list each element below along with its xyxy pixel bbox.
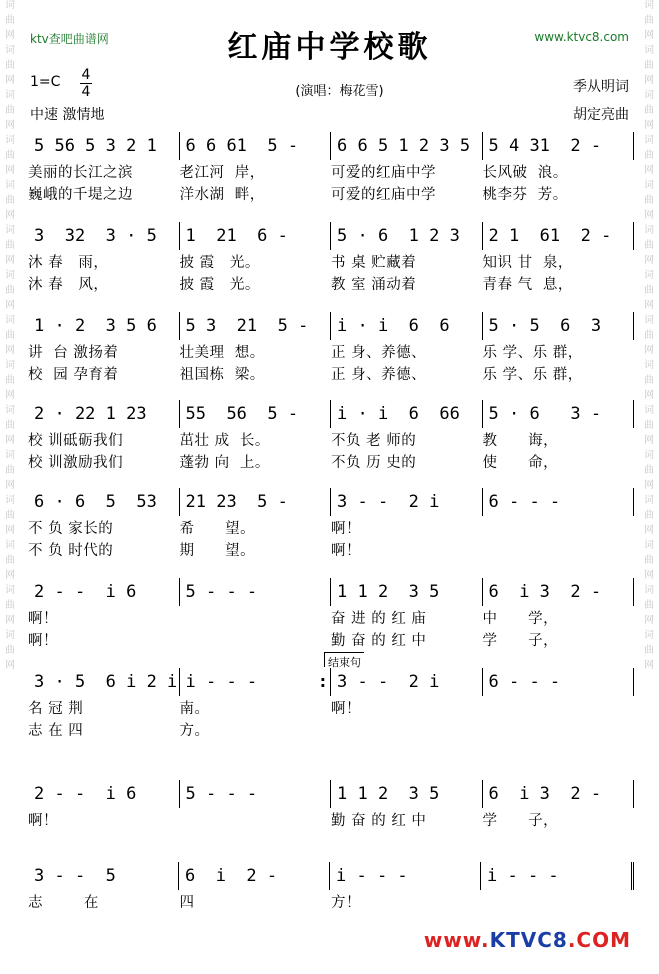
lyric-cell: 希 望。 [179, 520, 256, 537]
lyric-cell: 乐 学、乐 群， [482, 366, 583, 383]
lyric-cell: 期 望。 [179, 542, 256, 559]
notes-row [28, 578, 634, 606]
lyric-cell: 老江河 岸， [179, 164, 265, 181]
watermark-char: 词 [644, 225, 654, 236]
lyric-cell: 中 学， [482, 610, 559, 627]
lyric-cell: 不负 老 师的 [331, 432, 417, 449]
measure: i · i 6 66 [331, 400, 483, 428]
watermark-char: 词 [644, 90, 654, 101]
watermark-char: 网 [5, 525, 15, 536]
lyric-cell: 正 身、养德、 [331, 366, 427, 383]
watermark-char: 词 [644, 270, 654, 281]
watermark-char: 网 [5, 255, 15, 266]
lyric-row [28, 182, 634, 204]
lyric-row [28, 428, 634, 450]
composer-credit: 胡定亮曲 [573, 107, 629, 123]
watermark-char: 词 [644, 360, 654, 371]
watermark-char: 网 [644, 390, 654, 401]
lyric-cell: 学 子， [482, 812, 559, 829]
watermark-char: 词 [5, 180, 15, 191]
lyric-cell: 使 命， [482, 454, 559, 471]
lyric-cell: 讲 台 激扬着 [28, 344, 119, 361]
notes-row [28, 780, 634, 808]
watermark-char: 网 [5, 210, 15, 221]
score-system [28, 862, 634, 912]
score-system [28, 312, 634, 384]
watermark-char: 网 [644, 165, 654, 176]
watermark-char: 词 [5, 450, 15, 461]
lyric-cell: 青春 气 息， [482, 276, 573, 293]
lyric-cell: 校 训激励我们 [28, 454, 124, 471]
watermark-char: 网 [5, 120, 15, 131]
watermark-char: 网 [644, 75, 654, 86]
watermark-char: 词 [5, 405, 15, 416]
lyric-cell: 巍峨的千堤之边 [28, 186, 133, 203]
watermark-char: 网 [5, 75, 15, 86]
watermark-char: 网 [644, 435, 654, 446]
lyric-cell: 方！ [331, 894, 361, 911]
watermark-char: 词 [5, 270, 15, 281]
song-title: 红庙中学校歌 [227, 30, 432, 65]
lyric-cell: 美丽的长江之滨 [28, 164, 133, 181]
lyric-cell: 不 负 时代的 [28, 542, 114, 559]
lyric-cell: 勤 奋 的 红 中 [331, 812, 427, 829]
lyric-cell: 桃李芬 芳。 [482, 186, 568, 203]
measure: 5 4 31 2 - [483, 132, 635, 160]
notes-row [28, 862, 634, 890]
measure: 5 - - - [180, 780, 332, 808]
lyric-cell: 校 园 孕育着 [28, 366, 119, 383]
lyric-cell: 奋 进 的 红 庙 [331, 610, 427, 627]
lyric-cell: 志 在 四 [28, 722, 84, 739]
score-system [28, 222, 634, 294]
lyric-cell: 祖国栋 梁。 [179, 366, 265, 383]
watermark-char: 曲 [5, 555, 15, 566]
watermark-char: 网 [644, 660, 654, 671]
notes-row [28, 668, 634, 696]
measure: 5 56 5 3 2 1 [28, 132, 180, 160]
measure: 3 - - 2 i [331, 488, 483, 516]
ending-label: 结束句 [324, 652, 364, 667]
watermark-char: 词 [5, 495, 15, 506]
watermark-char: 词 [644, 180, 654, 191]
score-system [28, 578, 634, 650]
measure: 6 · 6 5 53 [28, 488, 180, 516]
lyric-row [28, 160, 634, 182]
measure: i - - - [481, 862, 634, 890]
score-system [28, 488, 634, 560]
lyric-cell: 披 霞 光。 [179, 276, 260, 293]
measure: 21 23 5 - [180, 488, 332, 516]
lyric-cell: 壮美理 想。 [179, 344, 265, 361]
watermark-char: 网 [644, 570, 654, 581]
measure: 2 1 61 2 - [483, 222, 635, 250]
lyric-cell: 知识 甘 泉， [482, 254, 573, 271]
time-sig-bottom: 4 [81, 84, 91, 100]
watermark-char: 词 [644, 495, 654, 506]
watermark-char: 曲 [5, 285, 15, 296]
lyric-cell: 四 [179, 894, 195, 911]
watermark-char: 曲 [644, 555, 654, 566]
measure: 2 - - i 6 [28, 780, 180, 808]
score-system [28, 780, 634, 830]
lyric-row [28, 808, 634, 830]
lyric-cell: 志 在 [28, 894, 99, 911]
key-signature: 1=C [30, 74, 61, 90]
measure: 1 1 2 3 5 [331, 780, 483, 808]
watermark-char: 曲 [644, 645, 654, 656]
site-url-right[interactable]: www.ktvc8.com [534, 30, 629, 44]
score-system [28, 132, 634, 204]
measure: 1 21 6 - [180, 222, 332, 250]
watermark-char: 曲 [5, 465, 15, 476]
lyric-row [28, 272, 634, 294]
watermark-char: 曲 [5, 600, 15, 611]
watermark-char: 词 [5, 540, 15, 551]
measure: 6 i 3 2 - [483, 780, 635, 808]
watermark-char: 网 [644, 300, 654, 311]
watermark-char: 词 [5, 225, 15, 236]
measure: 6 i 2 - [179, 862, 330, 890]
watermark-char: 词 [644, 630, 654, 641]
measure: 6 6 5 1 2 3 5 [331, 132, 483, 160]
notes-row [28, 400, 634, 428]
lyric-cell: 勤 奋 的 红 中 [331, 632, 427, 649]
watermark-char: 网 [5, 165, 15, 176]
lyric-cell: 教 室 涌动着 [331, 276, 417, 293]
lyric-cell: 洋水湖 畔， [179, 186, 265, 203]
watermark-char: 曲 [5, 645, 15, 656]
measure: i · i 6 6 [331, 312, 483, 340]
measure: 2 - - i 6 [28, 578, 180, 606]
watermark-left [2, 0, 18, 974]
watermark-char: 曲 [5, 240, 15, 251]
watermark-char: 网 [644, 30, 654, 41]
watermark-char: 词 [644, 0, 654, 11]
lyric-row [28, 450, 634, 472]
measure: 2 · 22 1 23 [28, 400, 180, 428]
watermark-right [641, 0, 657, 974]
measure: 5 3 21 5 - [180, 312, 332, 340]
watermark-char: 曲 [5, 60, 15, 71]
lyric-cell: 啊！ [331, 700, 361, 717]
measure: 1 · 2 3 5 6 [28, 312, 180, 340]
notes-row [28, 312, 634, 340]
measure: 3 32 3 · 5 [28, 222, 180, 250]
watermark-char: 网 [644, 615, 654, 626]
watermark-char: 网 [5, 345, 15, 356]
watermark-char: 词 [5, 90, 15, 101]
watermark-char: 词 [644, 315, 654, 326]
watermark-char: 网 [5, 660, 15, 671]
measure: 3 - - 2 i [331, 668, 483, 696]
measure: 1 1 2 3 5 [331, 578, 483, 606]
watermark-char: 词 [5, 0, 15, 11]
watermark-char: 曲 [5, 195, 15, 206]
watermark-char: 网 [644, 345, 654, 356]
lyric-cell: 啊！ [28, 610, 58, 627]
watermark-char: 网 [644, 210, 654, 221]
lyric-cell: 啊！ [28, 812, 58, 829]
watermark-char: 曲 [5, 105, 15, 116]
watermark-char: 词 [644, 135, 654, 146]
lyric-cell: 可爱的红庙中学 [331, 164, 436, 181]
measure: 5 · 6 3 - [483, 400, 635, 428]
notes-row [28, 132, 634, 160]
lyricist-credit: 季从明词 [573, 79, 629, 95]
measure: 6 6 61 5 - [180, 132, 332, 160]
watermark-char: 曲 [5, 510, 15, 521]
watermark-char: 词 [5, 360, 15, 371]
measure: 6 - - - [483, 668, 635, 696]
lyric-cell: 校 训砥砺我们 [28, 432, 124, 449]
watermark-char: 曲 [5, 375, 15, 386]
lyric-row [28, 340, 634, 362]
watermark-char: 曲 [644, 600, 654, 611]
watermark-char: 曲 [5, 150, 15, 161]
footer-logo[interactable] [424, 928, 631, 952]
lyric-row [28, 718, 634, 740]
performer-credit: (演唱：梅花雪) [295, 84, 384, 99]
watermark-char: 曲 [644, 375, 654, 386]
lyric-cell: 可爱的红庙中学 [331, 186, 436, 203]
lyric-cell: 蓬勃 向 上。 [179, 454, 270, 471]
time-sig-top: 4 [81, 67, 91, 83]
measure: 3 · 5 6 i 2 i [28, 668, 180, 696]
notes-row [28, 488, 634, 516]
watermark-char: 曲 [644, 60, 654, 71]
lyric-row [28, 250, 634, 272]
lyric-cell: 方。 [179, 722, 210, 739]
watermark-char: 曲 [644, 465, 654, 476]
lyric-cell: 名 冠 荆 [28, 700, 84, 717]
watermark-char: 网 [5, 390, 15, 401]
score-system [28, 400, 634, 472]
watermark-char: 曲 [644, 105, 654, 116]
watermark-char: 网 [5, 435, 15, 446]
footer-logo-brand: KTVC8 [489, 928, 568, 952]
lyric-row [28, 606, 634, 628]
watermark-char: 词 [644, 405, 654, 416]
lyric-cell: 教 诲， [482, 432, 559, 449]
lyric-cell: 书 桌 贮藏着 [331, 254, 417, 271]
watermark-char: 曲 [644, 15, 654, 26]
measure: 5 - - - [180, 578, 332, 606]
watermark-char: 网 [644, 525, 654, 536]
watermark-char: 曲 [5, 330, 15, 341]
watermark-char: 词 [5, 135, 15, 146]
lyric-row [28, 628, 634, 650]
watermark-char: 词 [644, 450, 654, 461]
measure: 55 56 5 - [180, 400, 332, 428]
watermark-char: 词 [644, 45, 654, 56]
watermark-char: 网 [5, 480, 15, 491]
measure: 5 · 5 6 3 [483, 312, 635, 340]
watermark-char: 网 [644, 480, 654, 491]
watermark-char: 网 [644, 120, 654, 131]
footer-logo-suffix: .COM [567, 928, 631, 952]
lyric-cell: 啊！ [331, 520, 361, 537]
watermark-char: 词 [644, 540, 654, 551]
watermark-char: 词 [5, 585, 15, 596]
lyric-cell: 长风破 浪。 [482, 164, 568, 181]
lyric-row [28, 538, 634, 560]
tempo-marking: 中速 激情地 [30, 107, 105, 123]
measure: i - - - : [180, 668, 332, 696]
site-name-left: ktv查吧曲谱网 [30, 32, 109, 46]
notes-row [28, 222, 634, 250]
measure: i - - - [330, 862, 481, 890]
watermark-char: 曲 [5, 15, 15, 26]
watermark-char: 网 [5, 570, 15, 581]
measure: 6 - - - [483, 488, 635, 516]
lyric-cell: 正 身、养德、 [331, 344, 427, 361]
lyric-cell: 学 子， [482, 632, 559, 649]
lyric-cell: 沐 春 雨， [28, 254, 109, 271]
lyric-row [28, 362, 634, 384]
watermark-char: 曲 [644, 195, 654, 206]
watermark-char: 网 [5, 300, 15, 311]
lyric-cell: 茁壮 成 长。 [179, 432, 270, 449]
watermark-char: 曲 [644, 510, 654, 521]
measure: 6 i 3 2 - [483, 578, 635, 606]
lyric-row [28, 516, 634, 538]
lyric-cell: 披 霞 光。 [179, 254, 260, 271]
watermark-char: 曲 [644, 240, 654, 251]
watermark-char: 曲 [644, 420, 654, 431]
watermark-char: 词 [644, 585, 654, 596]
measure: 5 · 6 1 2 3 [331, 222, 483, 250]
watermark-char: 曲 [644, 285, 654, 296]
lyric-cell: 乐 学、乐 群， [482, 344, 583, 361]
watermark-char: 网 [644, 255, 654, 266]
measure: 3 - - 5 [28, 862, 179, 890]
score-system [28, 656, 634, 740]
lyric-cell: 不 负 家长的 [28, 520, 114, 537]
lyric-cell: 沐 春 风， [28, 276, 109, 293]
lyric-row [28, 696, 634, 718]
lyric-row [28, 890, 634, 912]
lyric-cell: 啊！ [28, 632, 58, 649]
watermark-char: 网 [5, 30, 15, 41]
watermark-char: 曲 [644, 150, 654, 161]
footer-logo-prefix: www. [423, 928, 490, 952]
watermark-char: 曲 [644, 330, 654, 341]
watermark-char: 词 [5, 630, 15, 641]
lyric-cell: 啊！ [331, 542, 361, 559]
watermark-char: 词 [5, 45, 15, 56]
watermark-char: 曲 [5, 420, 15, 431]
lyric-cell: 不负 历 史的 [331, 454, 417, 471]
watermark-char: 网 [5, 615, 15, 626]
lyric-cell: 南。 [179, 700, 210, 717]
watermark-char: 词 [5, 315, 15, 326]
